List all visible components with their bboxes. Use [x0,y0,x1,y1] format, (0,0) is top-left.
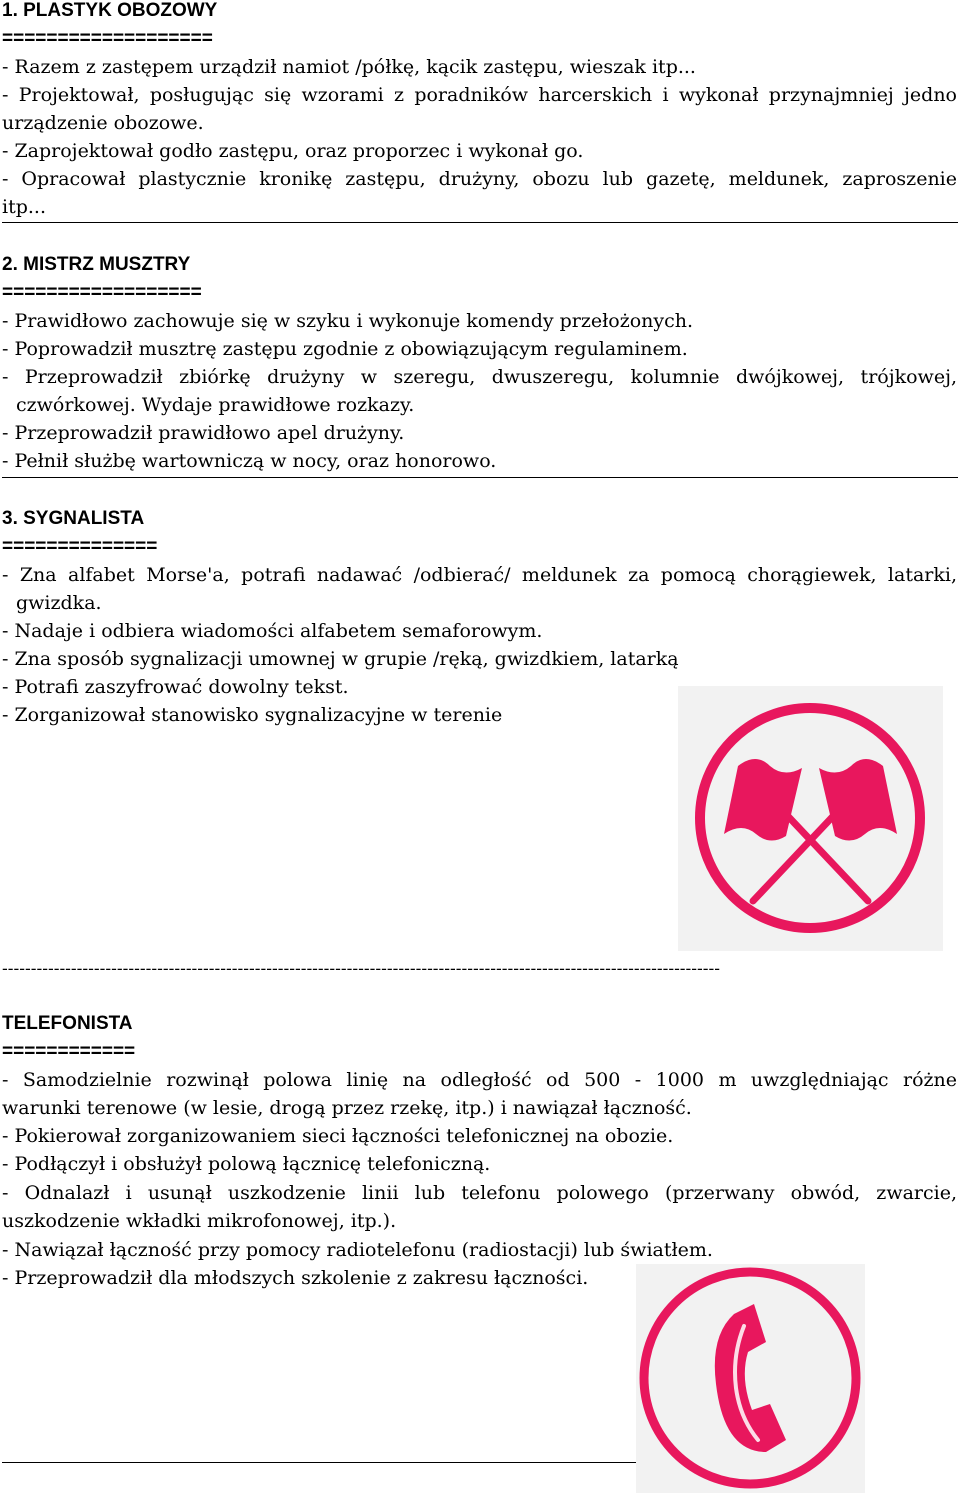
section-2-item: - Poprowadził musztrę zastępu zgodnie z obowiązującym regulaminem. [2,338,688,360]
section-1-item: - Opracował plastycznie kronikę zastępu, drużyny, obozu lub gazetę, meldunek, zaproszenie [2,168,957,190]
section-4-underline: ============ [2,1041,136,1062]
section-2-item: - Prawidłowo zachowuje się w szyku i wykonuje komendy przełożonych. [2,310,694,332]
section-1-heading: 1. PLASTYK OBOZOWY [2,0,218,21]
section-4-item: - Podłączył i obsłużył polową łącznicę telefoniczną. [2,1153,491,1175]
section-4-item: warunki terenowe (w lesie, drogą przez rzekę, itp.) i nawiązał łączność. [2,1097,692,1119]
section-1-item: - Zaprojektował godło zastępu, oraz proporzec i wykonał go. [2,140,584,162]
section-4-item: uszkodzenie wkładki mikrofonowej, itp.). [2,1210,397,1232]
section-divider [2,222,958,223]
crossed-flags-icon [678,686,943,951]
section-1-item: - Projektował, posługując się wzorami z poradników harcerskich i wykonał przynajmniej jedno [2,84,957,106]
section-4-item: - Pokierował zorganizowaniem sieci łączności telefonicznej na obozie. [2,1125,674,1147]
section-2-item: czwórkowej. Wydaje prawidłowe rozkazy. [16,394,415,416]
dashed-separator: ----------------------------------------------------------------------------------------------------------------------------- [2,959,721,979]
section-4-heading: TELEFONISTA [2,1013,133,1034]
section-1-item: - Razem z zastępem urządził namiot /półkę, kącik zastępu, wieszak itp... [2,56,696,78]
section-3-underline: ============== [2,536,158,557]
section-2-heading: 2. MISTRZ MUSZTRY [2,254,191,275]
section-1-item: urządzenie obozowe. [2,112,204,134]
section-2-item: - Pełnił służbę wartowniczą w nocy, oraz honorowo. [2,450,497,472]
section-2-underline: ================== [2,282,202,303]
telephone-handset-icon [636,1264,865,1493]
section-4-item: - Nawiązał łączność przy pomocy radiotelefonu (radiostacji) lub światłem. [2,1239,713,1261]
section-1-item: itp... [2,196,46,218]
section-3-item: - Nadaje i odbiera wiadomości alfabetem semaforowym. [2,620,543,642]
section-3-item: - Zorganizował stanowisko sygnalizacyjne w terenie [2,704,503,726]
section-4-item: - Przeprowadził dla młodszych szkolenie z zakresu łączności. [2,1267,589,1289]
section-1-underline: =================== [2,28,213,49]
section-3-item: - Zna sposób sygnalizacji umownej w grupie /ręką, gwizdkiem, latarką [2,648,679,670]
section-3-item: gwizdka. [16,592,102,614]
section-2-item: - Przeprowadził prawidłowo apel drużyny. [2,422,405,444]
section-4-item: - Samodzielnie rozwinął polowa linię na odległość od 500 - 1000 m uwzględniając różne [2,1069,957,1091]
section-3-item: - Potrafi zaszyfrować dowolny tekst. [2,676,349,698]
section-divider [2,1462,636,1463]
section-divider [2,477,958,478]
section-4-item: - Odnalazł i usunął uszkodzenie linii lub telefonu polowego (przerwany obwód, zwarcie, [2,1182,957,1204]
section-3-item: - Zna alfabet Morse'a, potrafi nadawać /odbierać/ meldunek za pomocą chorągiewek, latarki, [2,564,957,586]
section-3-heading: 3. SYGNALISTA [2,508,145,529]
section-2-item: - Przeprowadził zbiórkę drużyny w szeregu, dwuszeregu, kolumnie dwójkowej, trójkowej, [2,366,957,388]
